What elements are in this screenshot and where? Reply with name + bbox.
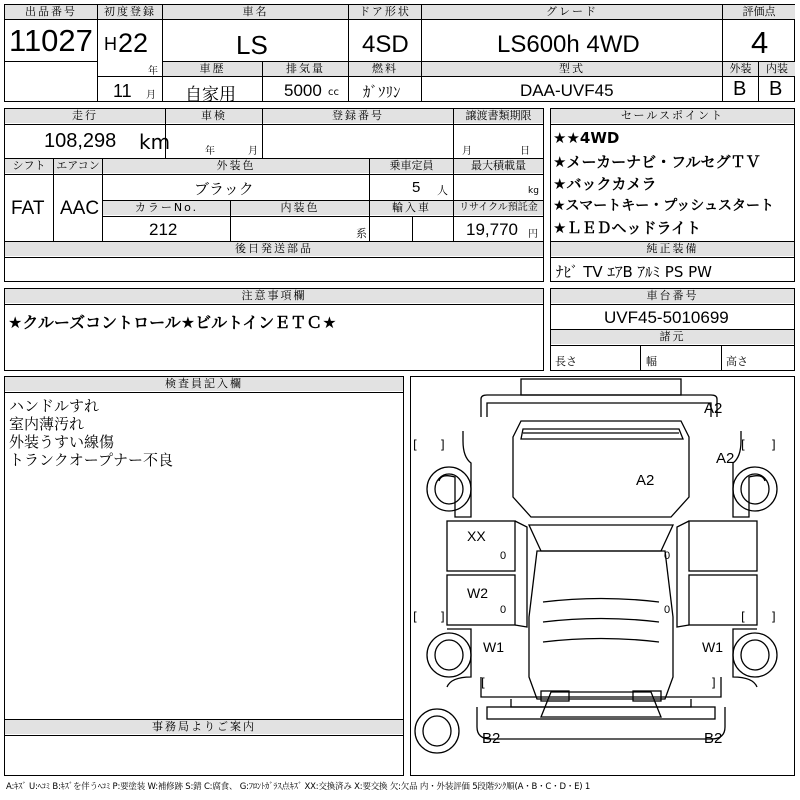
grade-label: グレード (422, 5, 722, 19)
svg-text:]: ] (440, 610, 445, 624)
inspector-line: 室内薄汚れ (9, 415, 85, 433)
lot-number: 11027 (9, 23, 93, 58)
later-parts-label: 後日発送部品 (5, 242, 543, 256)
fuel-label: 燃料 (349, 62, 421, 76)
inspector-line: トランクオープナー不良 (9, 451, 173, 469)
reg-no-label: 登録番号 (263, 109, 453, 123)
svg-text:[: [ (481, 676, 486, 690)
displacement-label: 排気量 (263, 62, 348, 76)
dims-label: 諸元 (551, 330, 794, 344)
mark-fender-right: A2 (716, 450, 735, 467)
wheel-front-left (427, 467, 471, 511)
month-unit: 月 (146, 90, 156, 101)
inspector-label: 検査員記入欄 (5, 377, 403, 391)
import-label: 輸入車 (370, 201, 453, 215)
lot-number-label: 出品番号 (5, 5, 97, 19)
fuel: ｶﾞｿﾘﾝ (363, 83, 401, 101)
length-label: 長さ (555, 355, 577, 368)
mark-zero: 0 (664, 604, 671, 616)
transfer-day: 日 (520, 146, 530, 157)
int-color-unit: 系 (356, 227, 367, 240)
yen-unit: 円 (528, 229, 538, 240)
svg-text:]: ] (771, 610, 776, 624)
door-type: 4SD (362, 31, 409, 58)
legend: A:ｷｽﾞ U:ﾍｺﾐ B:ｷｽﾞを伴うﾍｺﾐ P:要塗装 W:補修跡 S:錆 C:腐食、 G:ﾌﾛﾝﾄｶﾞﾗｽ点ｷｽﾞ XX:交換済み X:要交換 欠:欠品 内・外装評価 5段階ﾗﾝｸ順(A・B・C・D・E) 1 (6, 782, 591, 792)
model: DAA-UVF45 (520, 81, 614, 100)
mark-hood: A2 (636, 472, 655, 489)
equipment-label: 純正装備 (551, 242, 794, 256)
mileage: 108,298 (44, 130, 117, 152)
svg-text:[: [ (741, 610, 746, 624)
ac-label: エアコン (54, 159, 102, 173)
air-con: AAC (60, 198, 100, 219)
load-label: 最大積載量 (454, 159, 543, 173)
wheel-front-right (733, 467, 777, 511)
era: H (104, 34, 117, 54)
inspector-line: 外装うすい線傷 (9, 433, 115, 451)
mark-door-left-front: XX (467, 528, 486, 544)
svg-text:]: ] (440, 438, 445, 452)
mark-bumper-left: B2 (482, 730, 501, 747)
displacement: 5000 (284, 81, 322, 100)
inspector-line: ハンドルすれ (9, 397, 100, 415)
mark-zero: 0 (500, 604, 507, 616)
sales-point: ★スマートキー・プッシュスタート (553, 198, 775, 214)
year-unit: 年 (148, 66, 158, 77)
reg-month: 11 (113, 81, 132, 101)
exterior-label: 外装 (723, 62, 758, 76)
inspection-month: 月 (248, 146, 258, 157)
mark-wheel-right-rear: W1 (702, 639, 723, 655)
recycle-label: リサイクル預託金 (454, 201, 543, 215)
car-diagram (410, 376, 795, 776)
chassis-label: 車台番号 (551, 289, 794, 303)
svg-text:]: ] (771, 438, 776, 452)
displacement-unit: cc (328, 87, 339, 98)
color-no-label: カラーNo. (103, 201, 230, 215)
reg-year: 22 (118, 28, 149, 58)
sales-point: ★メーカーナビ・フルセグＴＶ (553, 153, 761, 171)
notes-label: 注意事項欄 (5, 289, 543, 303)
interior-grade: B (769, 78, 783, 100)
height-label: 高さ (726, 355, 748, 368)
mileage-label: 走行 (5, 109, 165, 123)
svg-text:[: [ (413, 610, 418, 624)
inspection-year: 年 (205, 146, 215, 157)
shift: FAT (11, 198, 45, 219)
svg-text:[: [ (741, 438, 746, 452)
exterior-grade: B (733, 78, 747, 100)
spare-wheel (415, 709, 459, 753)
svg-text:]: ] (711, 676, 716, 690)
width-label: 幅 (646, 355, 657, 368)
sales-point: ★★4WD (553, 129, 620, 147)
color-label: 外装色 (103, 159, 369, 173)
mark-bumper-right: B2 (704, 730, 723, 747)
history-label: 車歴 (163, 62, 262, 76)
door-label: ドア形状 (349, 5, 421, 19)
capacity-label: 乗車定員 (370, 159, 453, 173)
svg-text:[: [ (413, 438, 418, 452)
notes-text: ★クルーズコントロール★ビルトインＥＴＣ★ (8, 313, 337, 332)
grade: LS600h 4WD (497, 31, 640, 58)
office-label: 事務局よりご案内 (5, 720, 403, 734)
first-reg-label: 初度登録 (98, 5, 162, 19)
capacity-unit: 人 (437, 184, 448, 197)
inspection-label: 車検 (166, 109, 262, 123)
mark-zero: 0 (500, 550, 507, 562)
sales-point: ★ＬＥＤヘッドライト (553, 219, 701, 237)
mark-front-right: A2 (704, 400, 723, 417)
history: 自家用 (185, 85, 236, 105)
car-diagram-svg (411, 377, 794, 775)
int-color-label: 内装色 (231, 201, 369, 215)
car-name-label: 車名 (163, 5, 348, 19)
interior-label: 内装 (759, 62, 795, 76)
wheel-rear-right (733, 633, 777, 677)
mark-zero: 0 (664, 550, 671, 562)
sales-point: ★バックカメラ (553, 175, 657, 193)
equipment: ﾅﾋﾞ TV ｴｱB ｱﾙﾐ PS PW (556, 263, 712, 281)
shift-label: シフト (5, 159, 53, 173)
color-no: 212 (149, 220, 178, 239)
recycle-amount: 19,770 (466, 220, 518, 239)
mark-door-left-rear: W2 (467, 585, 488, 601)
car-name: LS (236, 30, 268, 60)
chassis-number: UVF45-5010699 (604, 308, 729, 327)
score-label: 評価点 (723, 5, 795, 19)
score: 4 (751, 25, 769, 60)
transfer-month: 月 (462, 146, 472, 157)
body-color: ブラック (194, 180, 254, 198)
transfer-label: 譲渡書類期限 (454, 109, 543, 123)
wheel-rear-left (427, 633, 471, 677)
capacity: 5 (412, 179, 421, 196)
load-unit: kg (528, 186, 539, 196)
model-label: 型式 (422, 62, 722, 76)
mileage-unit: km (139, 130, 171, 154)
sales-points-label: セールスポイント (551, 109, 794, 123)
mark-wheel-left-rear: W1 (483, 639, 504, 655)
